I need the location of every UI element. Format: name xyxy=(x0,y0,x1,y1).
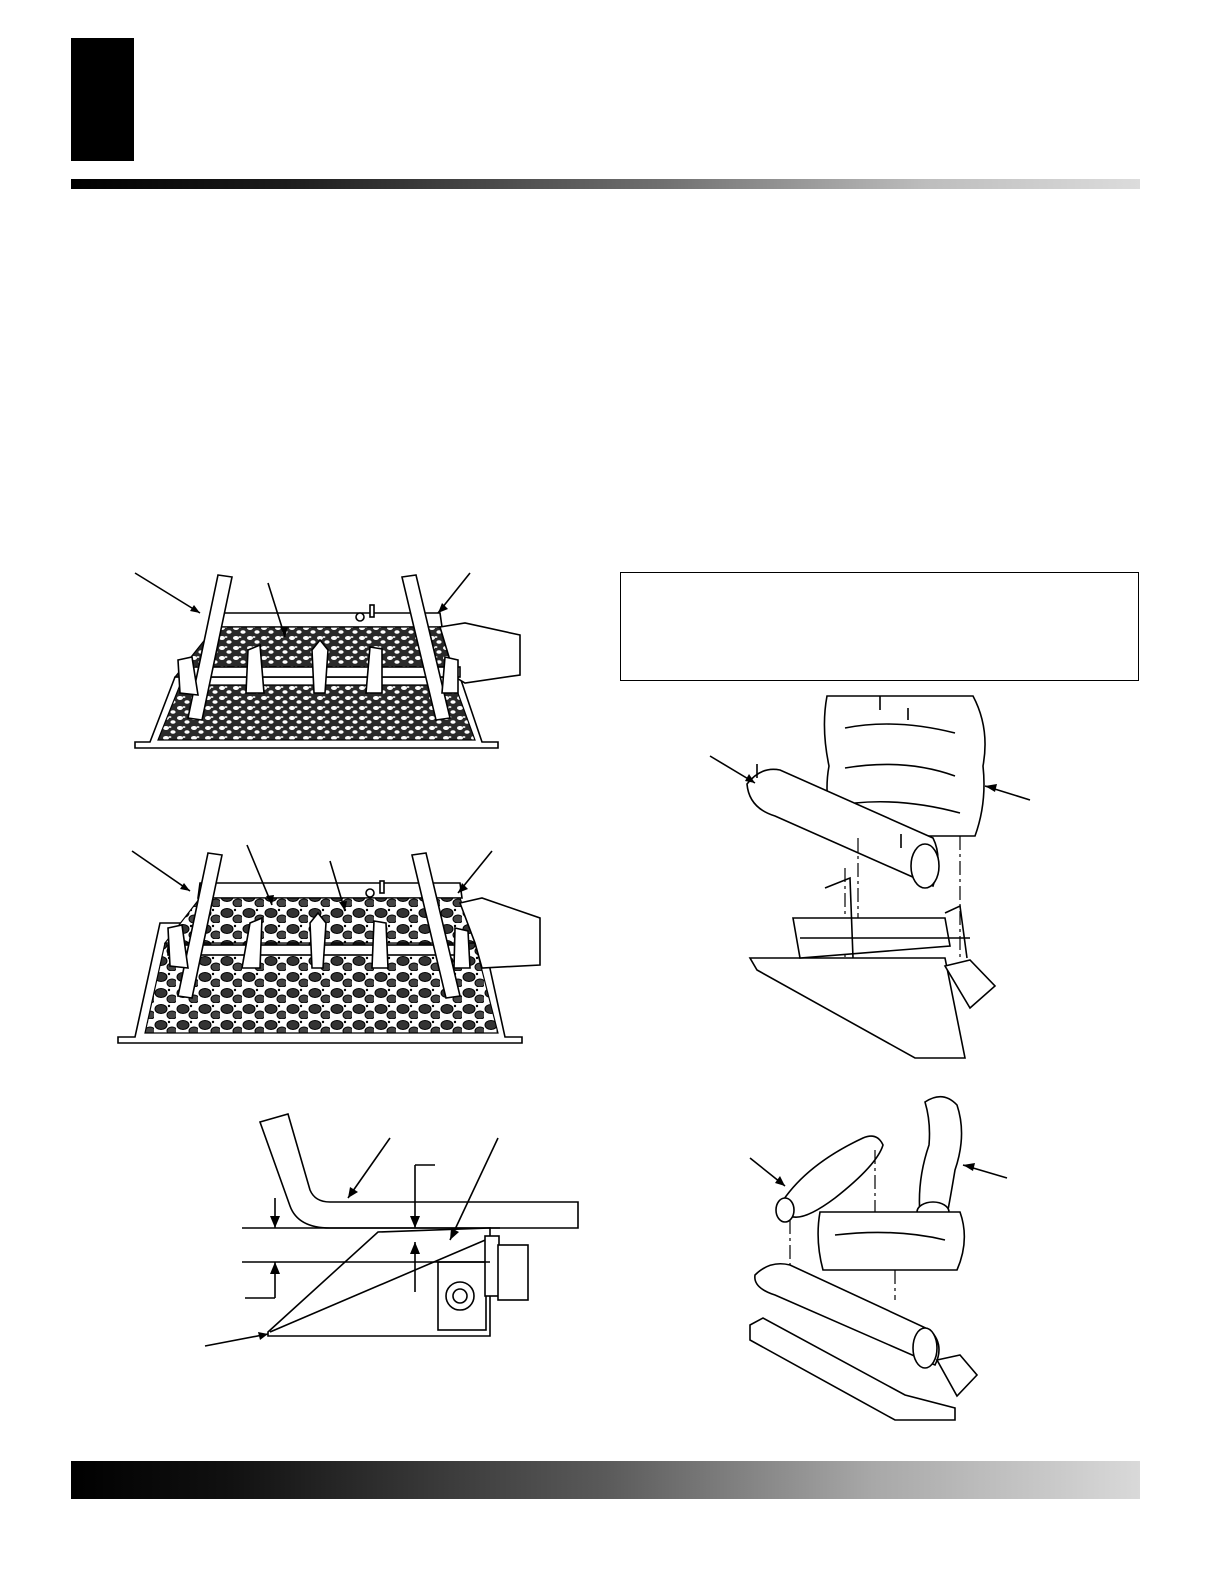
note-box xyxy=(620,572,1139,681)
footer-rule xyxy=(71,1461,1140,1499)
burner-lava-rock-grate-figure xyxy=(110,843,550,1048)
header-rule xyxy=(71,179,1140,189)
burner-sand-grate-figure xyxy=(120,565,540,770)
section-tab-block xyxy=(71,38,134,161)
front-back-log-placement-figure xyxy=(705,688,1045,1068)
grate-side-clearance-figure xyxy=(200,1110,590,1355)
top-logs-placement-figure xyxy=(745,1090,1045,1430)
